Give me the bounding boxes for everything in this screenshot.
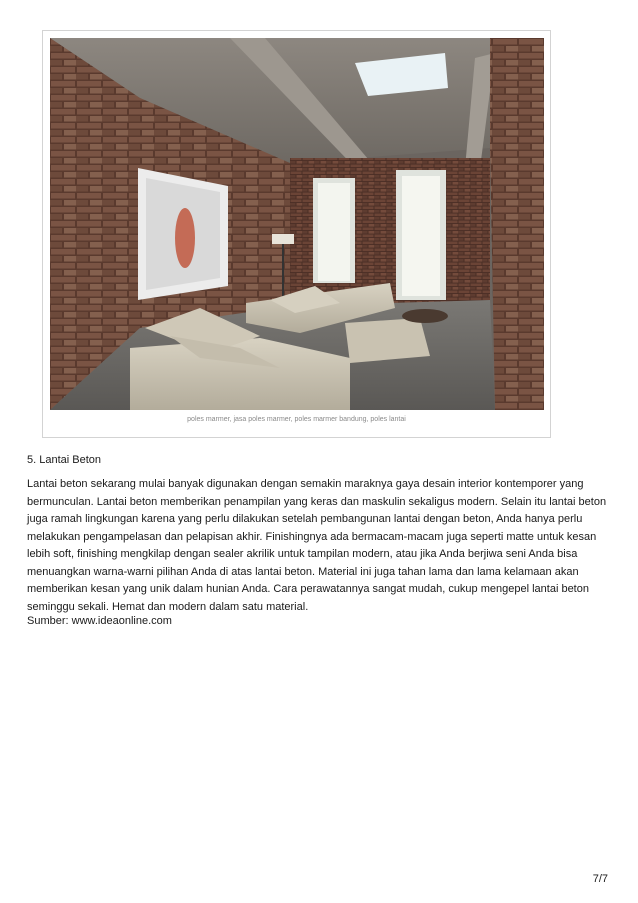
- source-credit: Sumber: www.ideaonline.com: [27, 615, 172, 627]
- figure-caption: poles marmer, jasa poles marmer, poles marmer bandung, poles lantai: [187, 416, 406, 423]
- loft-living-room-image: [50, 38, 544, 410]
- article-figure: [42, 30, 551, 438]
- page-number: 7/7: [592, 873, 608, 885]
- interior-photo: [50, 38, 544, 410]
- section-heading: 5. Lantai Beton: [27, 454, 102, 466]
- body-paragraph: Lantai beton sekarang mulai banyak digunakan dengan semakin maraknya gaya desain interior kontemporer yang bermunculan. Lantai beton memberikan penampilan yang keras dan maskulin sekaligus modern. Selain itu lantai beton juga ramah lingkungan karena yang perlu dilakukan setelah pembangunan lantai dengan beton, Anda hanya perlu melakukan pengampelasan dan pelapisan akhir. Finishingnya ada bermacam-macam juga seperti matte untuk kesan lebih soft, finishing mengkilap dengan sealer akrilik untuk tampilan modern, atau jika Anda berjiwa seni Anda bisa menuangkan warna-warni pilihan Anda di atas lantai beton. Material ini juga tahan lama dan lama kelamaan akan memberikan kesan yang unik dalam hunian Anda. Cara perawatannya sangat mudah, cukup mengepel lantai beton seminggu sekali. Hemat dan modern dalam satu material.: [27, 478, 607, 613]
